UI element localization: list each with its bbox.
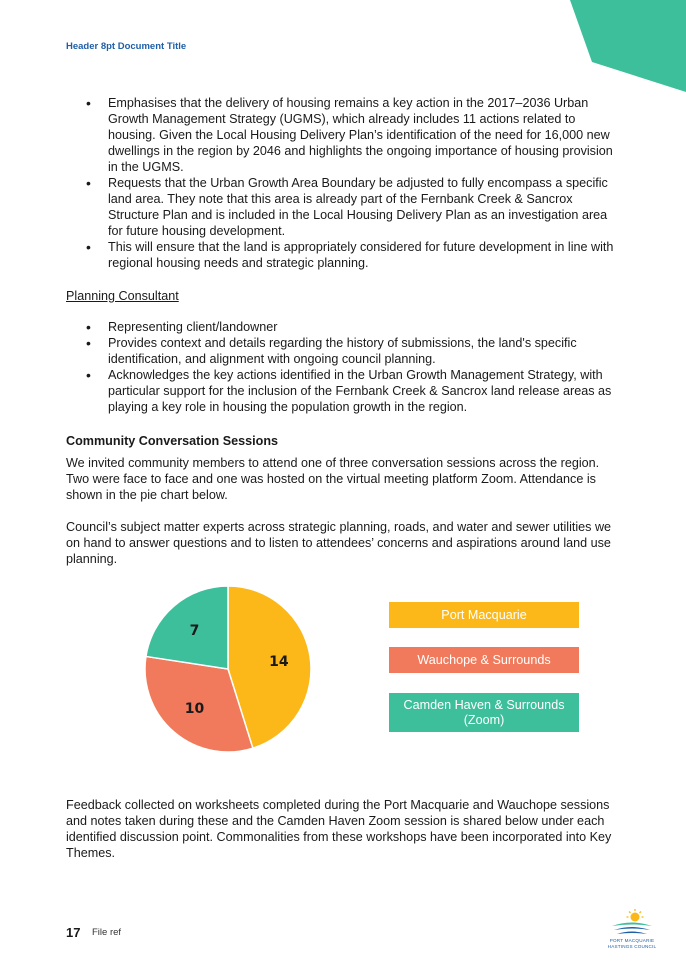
pie-data-label: 10 — [184, 701, 205, 718]
corner-decoration — [570, 0, 686, 92]
community-paragraph-1: We invited community members to attend one of three conversation sessions across the region. Two were face to face and one was hosted on the virtual meeting platform Zoom. Attendance is shown in the pie chart below. — [66, 456, 600, 502]
list-item: • This will ensure that the land is appropriately considered for future development in line with regional housing needs and strategic planning. — [108, 239, 622, 271]
council-logo-icon — [606, 908, 658, 938]
community-paragraph-2: Council’s subject matter experts across strategic planning, roads, and water and sewer utilities we on hand to answer questions and to listen to attendees’ concerns and aspirations around land use planning. — [66, 520, 612, 566]
legend-wauchope — [389, 647, 579, 673]
pie-data-label: 7 — [189, 622, 200, 639]
pie-slice-camden-haven — [146, 586, 228, 669]
legend-camden-haven — [389, 693, 579, 732]
list-item: • Acknowledges the key actions identified in the Urban Growth Management Strategy, with particular support for the inclusion of the Fernbank Creek & Sancrox land release areas as playing a key role in housing the population growth in the region. — [108, 367, 622, 415]
logo-text-line: HASTINGS COUNCIL — [607, 944, 657, 949]
list-item: • Provides context and details regarding the history of submissions, the land's specific identification, and alignment with ongoing council planning. — [108, 335, 622, 367]
main-content — [66, 95, 622, 567]
logo-text-line: PORT MACQUARIE — [609, 938, 655, 943]
legend-port-macquarie — [389, 602, 579, 628]
intro-bullet-list — [66, 95, 622, 271]
planning-consultant-label: Planning Consultant — [66, 289, 179, 303]
council-logo-text — [600, 938, 664, 950]
legend-label: Wauchope & Surrounds — [417, 652, 551, 667]
list-item: • Representing client/landowner — [108, 319, 622, 335]
attendance-pie-chart — [144, 585, 316, 757]
legend-label: Port Macquarie — [441, 607, 527, 622]
community-sessions-heading: Community Conversation Sessions — [66, 434, 279, 448]
list-item: • Requests that the Urban Growth Area Boundary be adjusted to fully encompass a specific land area. They note that this area is already part of the Fernbank Creek & Sancrox Structure Plan and is included in the Local Housing Delivery Plan as an investigation area for future housing development. — [108, 175, 622, 239]
file-ref: File ref — [92, 927, 122, 938]
planning-consultant-bullet-list — [66, 319, 622, 415]
page-number: 17 — [66, 925, 81, 940]
feedback-paragraph: Feedback collected on worksheets completed during the Port Macquarie and Wauchope sessions and notes taken during these and the Camden Haven Zoom session is shared below under each identified discussion point. Commonalities from these workshops have been incorporated into Key Themes. — [66, 798, 612, 860]
attendance-chart — [66, 585, 626, 757]
header-title: Header 8pt Document Title — [66, 41, 187, 52]
legend-label: Camden Haven & Surrounds (Zoom) — [403, 697, 565, 727]
list-item: • Emphasises that the delivery of housing remains a key action in the 2017–2036 Urban Growth Management Strategy (UGMS), which already includes 11 actions related to housing. Given the Local Housing Delivery Plan’s identification of the need for 16,000 new dwellings in the region by 2046 and highlights the ongoing importance of housing provision in the UGMS. — [108, 95, 622, 175]
pie-data-label: 14 — [269, 654, 289, 671]
